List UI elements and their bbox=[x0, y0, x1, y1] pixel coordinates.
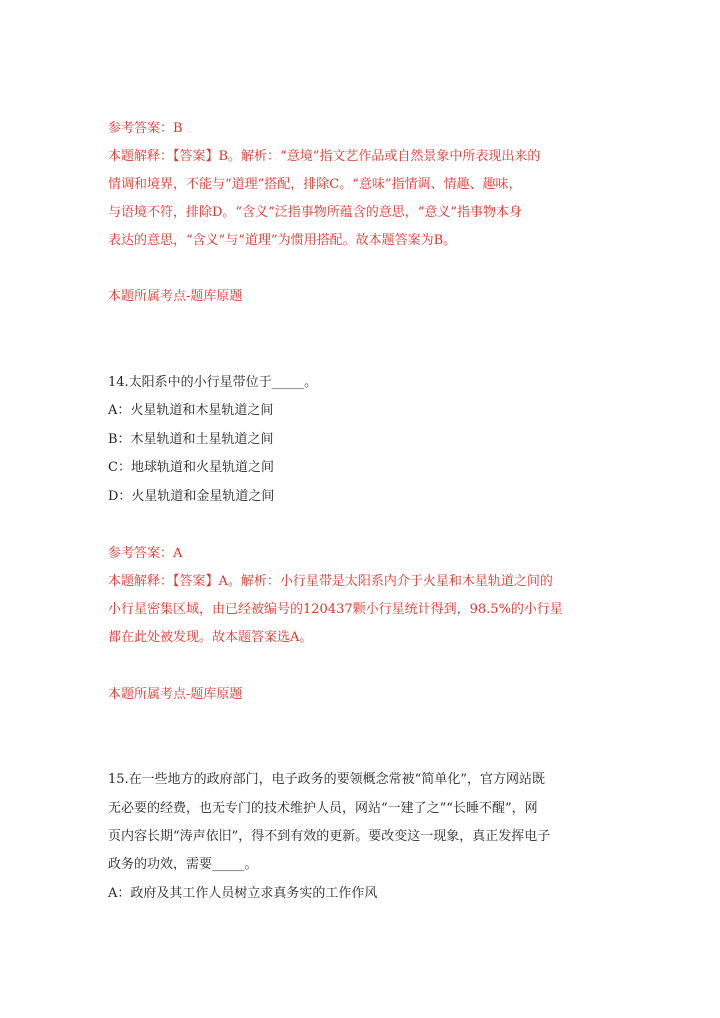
option-14-c: C：地球轨道和火星轨道之间 bbox=[108, 460, 274, 475]
question-15-line-3: 页内容长期“涛声依旧”，得不到有效的更新。要改变这一现象，真正发挥电子 bbox=[108, 829, 551, 844]
option-14-a: A：火星轨道和木星轨道之间 bbox=[108, 403, 274, 418]
answer-13: 参考答案：B bbox=[108, 121, 183, 136]
question-15-line-1: 15.在一些地方的政府部门，电子政务的要领概念常被“简单化”，官方网站既 bbox=[108, 772, 545, 787]
question-15-line-2: 无必要的经费，也无专门的技术维护人员，网站“一建了之”“长睡不醒”，网 bbox=[108, 801, 538, 816]
explanation-14-line-1: 本题解释：【答案】A。解析：小行星带是太阳系内介于火星和木星轨道之间的 bbox=[108, 574, 553, 589]
option-14-b: B：木星轨道和土星轨道之间 bbox=[108, 432, 274, 447]
explanation-13-line-3: 与语境不符，排除D。“含义”泛指事物所蕴含的意思，“意义”指事物本身 bbox=[108, 205, 523, 220]
question-14: 14.太阳系中的小行星带位于_____。 bbox=[108, 375, 318, 390]
explanation-14-line-3: 都在此处被发现。故本题答案选A。 bbox=[108, 630, 313, 645]
category-14: 本题所属考点-题库原题 bbox=[108, 687, 243, 702]
category-13: 本题所属考点-题库原题 bbox=[108, 289, 243, 304]
explanation-13-line-2: 情调和境界，不能与“道理”搭配，排除C。“意味”指情调、情趣、趣味， bbox=[108, 177, 522, 192]
explanation-13-line-4: 表达的意思，“含义”与“道理”为惯用搭配。故本题答案为B。 bbox=[108, 233, 457, 248]
option-15-a: A：政府及其工作人员树立求真务实的工作作风 bbox=[108, 886, 378, 901]
answer-14: 参考答案：A bbox=[108, 546, 183, 561]
explanation-14-line-2: 小行星密集区域，由已经被编号的120437颗小行星统计得到，98.5%的小行星 bbox=[108, 602, 563, 617]
question-15-line-4: 政务的功效，需要_____。 bbox=[108, 857, 258, 872]
option-14-d: D：火星轨道和金星轨道之间 bbox=[108, 489, 275, 504]
explanation-13-line-1: 本题解释：【答案】B。解析：“意境”指文艺作品或自然景象中所表现出来的 bbox=[108, 149, 541, 164]
